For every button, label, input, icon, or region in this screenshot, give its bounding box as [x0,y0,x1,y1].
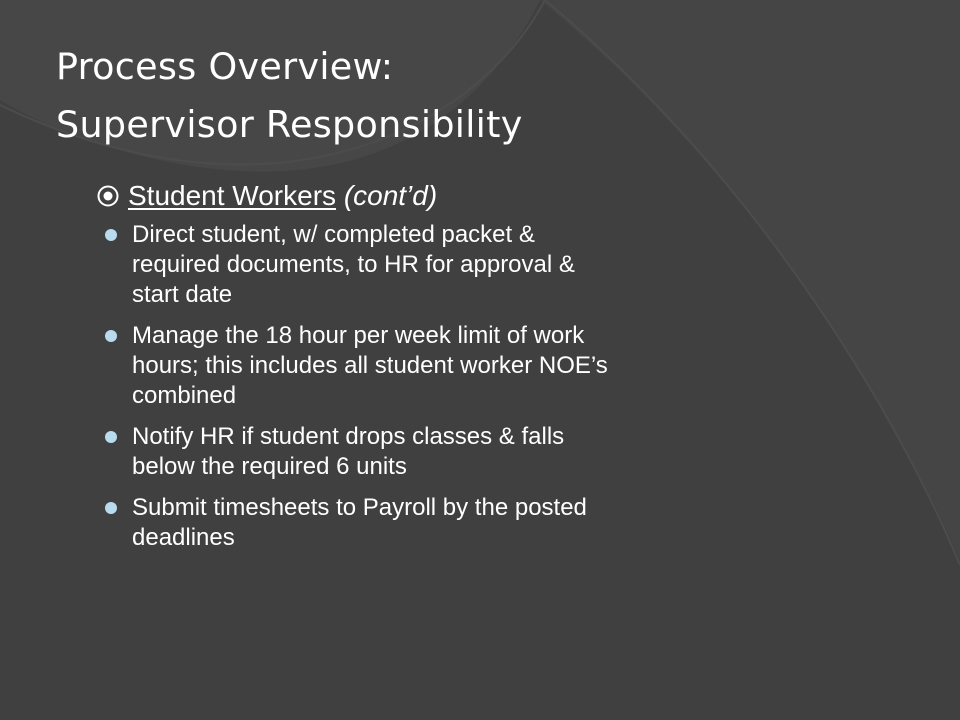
list-item-line: Direct student, w/ completed packet & [132,221,535,248]
list-item-line: start date [132,281,233,308]
list-item-text [132,220,772,310]
list-item-line: Manage the 18 hour per week limit of work [132,322,585,349]
bullet-list [96,220,926,553]
list-item-text [132,422,772,482]
list-item-line: hours; this includes all student worker NOE’s [132,352,608,379]
section-note: (cont’d) [343,180,438,211]
bullet-dot-icon [105,431,117,443]
slide-title [56,38,523,154]
list-item [96,321,772,411]
list-item [96,422,772,482]
title-line-2: Supervisor Responsibility [56,103,523,146]
list-item-text [132,493,772,553]
list-item [96,220,772,310]
section-heading: Student Workers [128,180,337,211]
bullet-dot-icon [105,229,117,241]
list-item-line: below the required 6 units [132,453,407,480]
bullet-dot-icon [105,330,117,342]
title-line-1: Process Overview: [56,45,394,88]
list-item-line: Submit timesheets to Payroll by the posted [132,494,587,521]
list-item-line: deadlines [132,524,235,551]
list-item [96,493,772,553]
slide-body [96,176,926,564]
section-heading-row [96,176,926,216]
list-item-line: combined [132,382,237,409]
bullet-dot-icon [105,502,117,514]
list-item-text [132,321,772,411]
target-circle-bullet-icon [96,176,122,216]
list-item-line: Notify HR if student drops classes & falls [132,423,565,450]
list-item-line: required documents, to HR for approval & [132,251,575,278]
